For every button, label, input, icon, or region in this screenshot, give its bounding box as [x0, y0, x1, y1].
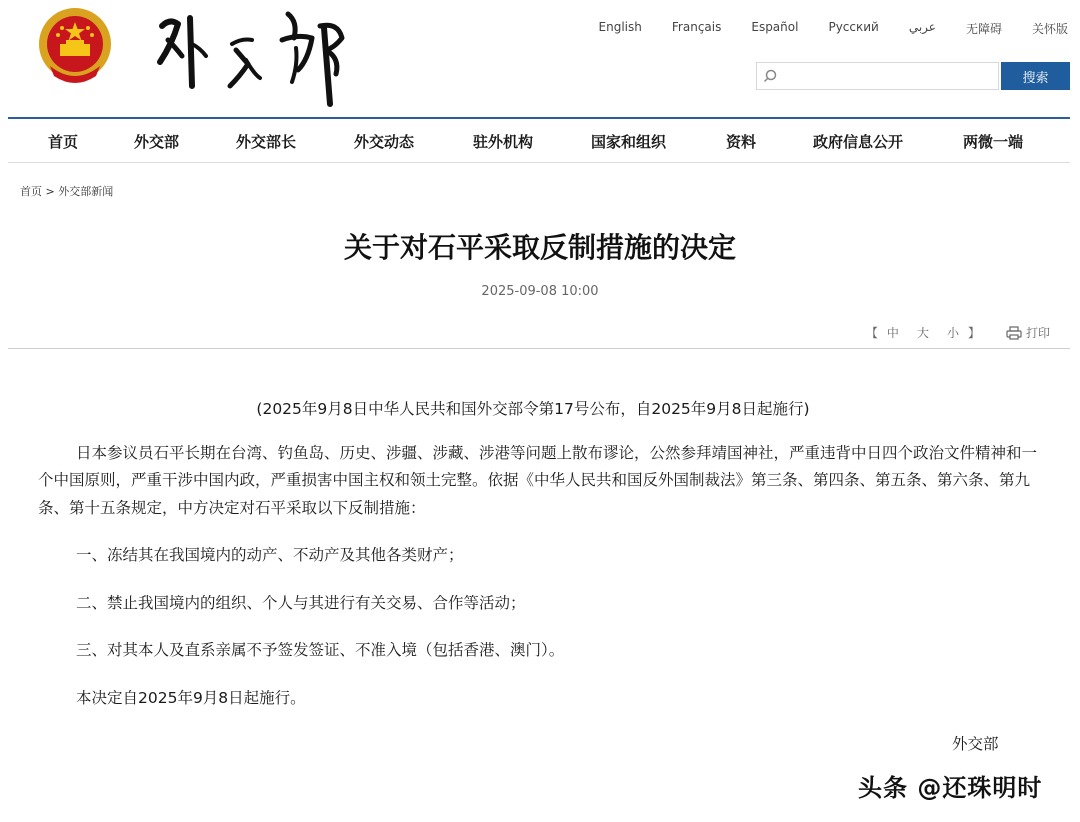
- ministry-calligraphy-logo[interactable]: [148, 4, 358, 108]
- search-bar: [756, 62, 1070, 90]
- lang-arabic-link[interactable]: عربي: [908, 20, 936, 34]
- measure-item: 一、冻结其在我国境内的动产、不动产及其他各类财产；: [76, 546, 464, 564]
- accessibility-link[interactable]: 无障碍: [965, 22, 1002, 36]
- effective-date-statement: 本决定自2025年9月8日起施行。: [76, 688, 306, 707]
- measure-item: 三、对其本人及直系亲属不予签发签证、不准入境（包括香港、澳门）。: [76, 641, 565, 659]
- font-size-large-button[interactable]: 中: [886, 326, 899, 340]
- nav-item-ministry[interactable]: 外交部: [134, 133, 180, 151]
- font-size-bracket-open: 【: [865, 326, 878, 340]
- search-icon: [763, 69, 777, 83]
- article-title: 关于对石平采取反制措施的决定: [343, 231, 736, 264]
- article-subtitle: (2025年9月8日中华人民共和国外交部令第17号公布，自2025年9月8日起施行): [256, 400, 810, 418]
- lang-english-link[interactable]: English: [598, 20, 642, 34]
- nav-item-resources[interactable]: 资料: [726, 133, 757, 151]
- lang-french-link[interactable]: Français: [671, 20, 722, 34]
- measure-item: 二、禁止我国境内的组织、个人与其进行有关交易、合作等活动；: [76, 593, 526, 612]
- nav-item-media[interactable]: 两微一端: [963, 133, 1024, 151]
- watermark-text: 头条 @还珠明时: [858, 774, 1043, 802]
- search-input[interactable]: [783, 66, 993, 86]
- print-label: 打印: [1025, 326, 1050, 340]
- article-intro: 日本参议员石平长期在台湾、钓鱼岛、历史、涉疆、涉藏、涉港等问题上散布谬论，公然参拜靖国神社，严重违背中日四个政治文件精神和一个中国原则，严重干涉中国内政，严重损害中国主权和领土完整。依据《中华人民共和国反外国制裁法》第三条、第四条、第五条、第六条、第九条、第十五条规定，中方决定对石平采取以下反制措施：: [38, 443, 1038, 517]
- nav-item-gov-info[interactable]: 政府信息公开: [813, 133, 904, 151]
- nav-item-minister[interactable]: 外交部长: [236, 133, 297, 151]
- printer-icon: [1006, 326, 1022, 340]
- breadcrumb: [20, 183, 113, 199]
- article-toolbar: [866, 324, 1050, 341]
- nav-item-activities[interactable]: 外交动态: [354, 133, 415, 151]
- breadcrumb-current-link[interactable]: 外交部新闻: [58, 185, 114, 198]
- care-mode-link[interactable]: 关怀版: [1031, 22, 1068, 36]
- nav-item-home[interactable]: 首页: [48, 133, 79, 151]
- breadcrumb-home-link[interactable]: 首页: [20, 185, 42, 198]
- breadcrumb-separator: >: [45, 185, 55, 198]
- article-body: [38, 396, 1038, 732]
- language-bar: [569, 20, 1068, 37]
- nav-item-missions[interactable]: 驻外机构: [473, 133, 534, 151]
- site-header: [0, 0, 1080, 118]
- article-signature: 外交部: [952, 735, 999, 753]
- search-box: [756, 62, 999, 90]
- print-button[interactable]: [1006, 324, 1050, 341]
- lang-russian-link[interactable]: Русский: [828, 20, 879, 34]
- search-button[interactable]: 搜索: [1001, 62, 1070, 90]
- content-divider: [8, 348, 1070, 349]
- font-size-bracket-close: 】: [967, 326, 980, 340]
- main-nav: [8, 119, 1070, 163]
- font-size-small-button[interactable]: 小: [946, 326, 959, 340]
- nav-item-countries[interactable]: 国家和组织: [591, 133, 667, 151]
- article-date: 2025-09-08 10:00: [481, 284, 599, 299]
- font-size-medium-button[interactable]: 大: [916, 326, 929, 340]
- national-emblem-icon[interactable]: [36, 6, 114, 86]
- lang-spanish-link[interactable]: Español: [751, 20, 799, 34]
